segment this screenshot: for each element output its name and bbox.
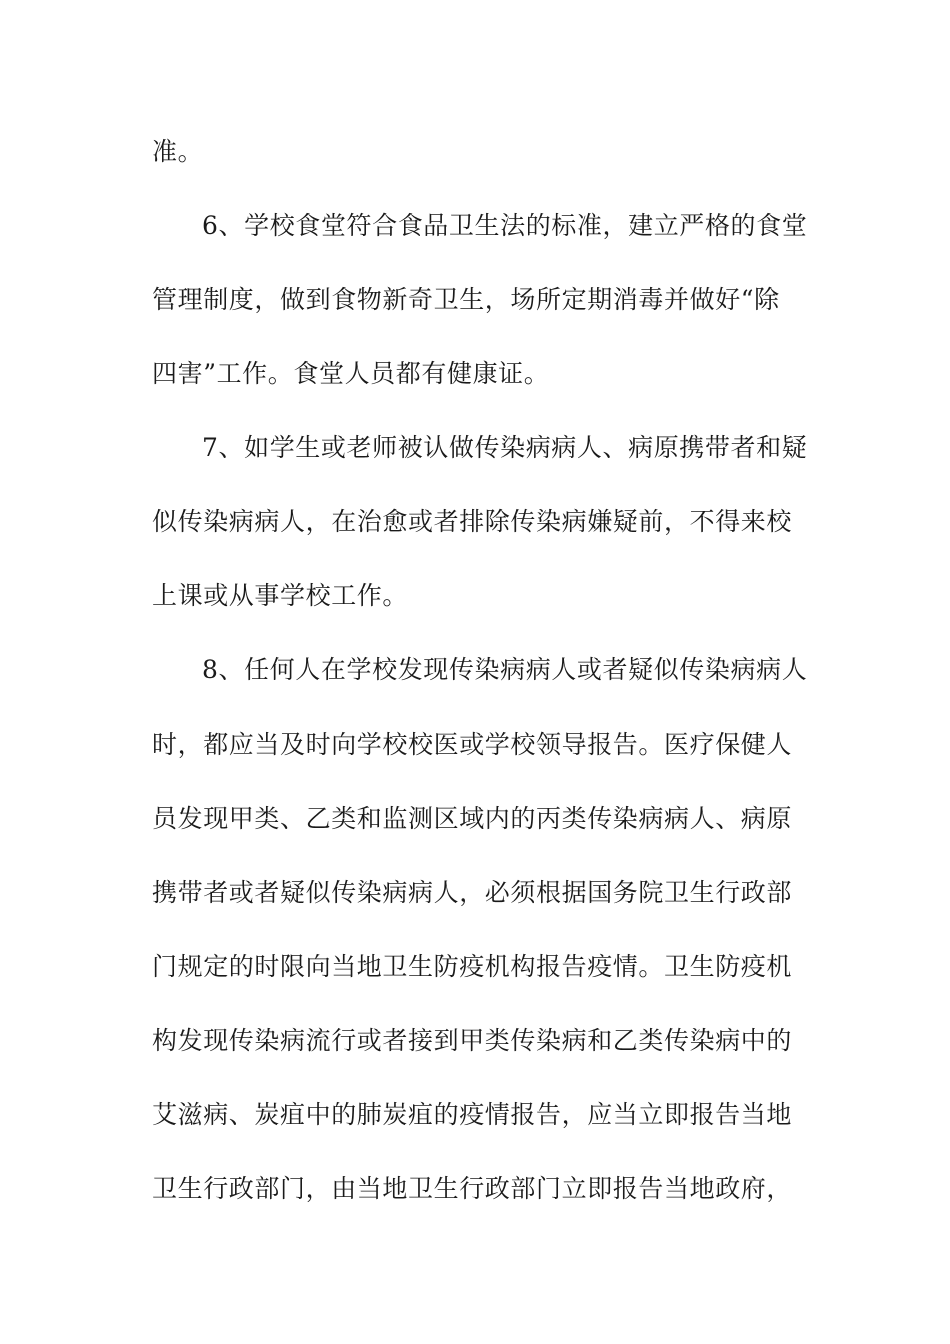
text-line: 似传染病病人，在治愈或者排除传染病嫌疑前，不得来校 — [152, 507, 793, 536]
text-line: 构发现传染病流行或者接到甲类传染病和乙类传染病中的 — [152, 1026, 793, 1055]
paragraph-7-start: 7、如学生或老师被认做传染病病人、病原携带者和疑 — [202, 433, 808, 462]
paragraph-6-start: 6、学校食堂符合食品卫生法的标准，建立严格的食堂 — [202, 211, 808, 240]
text-line: 卫生行政部门，由当地卫生行政部门立即报告当地政府， — [152, 1174, 793, 1203]
text-line: 时，都应当及时向学校校医或学校领导报告。医疗保健人 — [152, 730, 793, 759]
text-line: 员发现甲类、乙类和监测区域内的丙类传染病病人、病原 — [152, 804, 793, 833]
text-line: 管理制度，做到食物新奇卫生，场所定期消毒并做好“除 — [152, 285, 780, 314]
text-line: 携带者或者疑似传染病病人，必须根据国务院卫生行政部 — [152, 878, 793, 907]
text-line: 门规定的时限向当地卫生防疫机构报告疫情。卫生防疫机 — [152, 952, 793, 981]
text-line: 四害”工作。食堂人员都有健康证。 — [152, 359, 550, 388]
text-line: 艾滋病、炭疽中的肺炭疽的疫情报告，应当立即报告当地 — [152, 1100, 793, 1129]
paragraph-8-start: 8、任何人在学校发现传染病病人或者疑似传染病病人 — [202, 655, 808, 684]
text-line: 上课或从事学校工作。 — [152, 581, 409, 610]
text-line: 准。 — [152, 137, 204, 166]
